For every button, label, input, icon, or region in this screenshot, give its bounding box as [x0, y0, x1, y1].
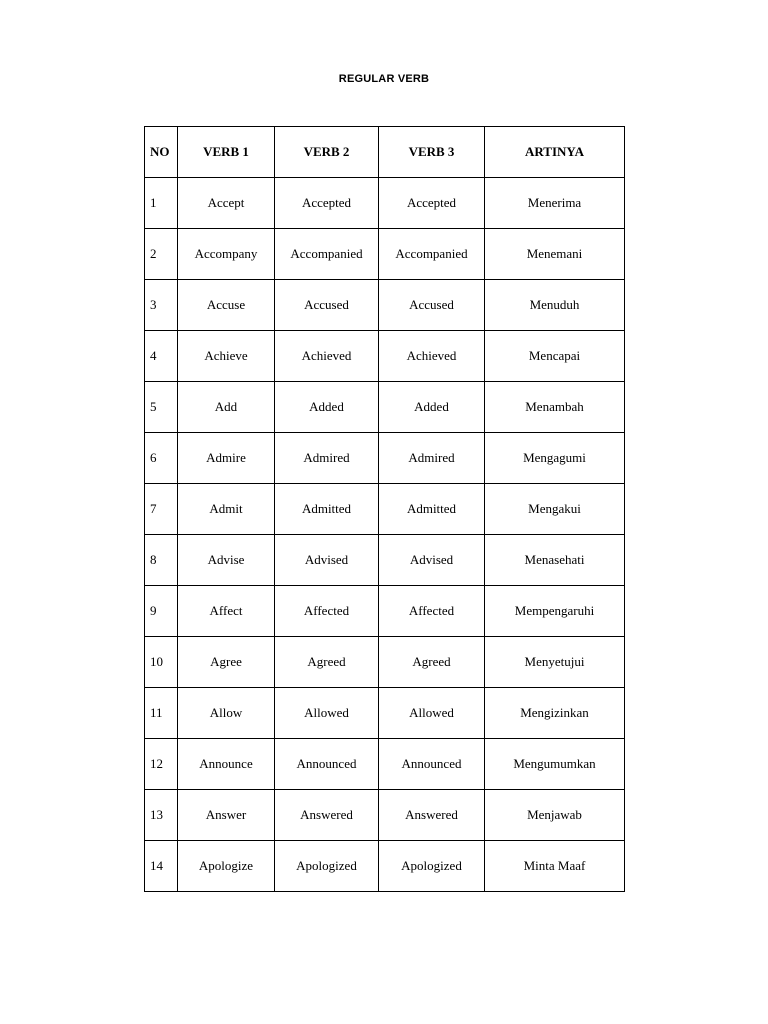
- cell-artinya: Mengumumkan: [485, 739, 625, 790]
- cell-no: 14: [145, 841, 178, 892]
- cell-artinya: Mengizinkan: [485, 688, 625, 739]
- cell-verb1: Agree: [178, 637, 275, 688]
- cell-artinya: Menambah: [485, 382, 625, 433]
- cell-verb2: Achieved: [275, 331, 379, 382]
- cell-no: 6: [145, 433, 178, 484]
- cell-verb2: Added: [275, 382, 379, 433]
- cell-artinya: Mengagumi: [485, 433, 625, 484]
- cell-verb3: Accepted: [379, 178, 485, 229]
- table-row: [145, 433, 625, 484]
- header-verb1: VERB 1: [178, 127, 275, 178]
- table-row: [145, 178, 625, 229]
- page-title: REGULAR VERB: [338, 73, 430, 85]
- cell-no: 9: [145, 586, 178, 637]
- cell-verb1: Apologize: [178, 841, 275, 892]
- cell-verb1: Accept: [178, 178, 275, 229]
- cell-verb3: Accompanied: [379, 229, 485, 280]
- cell-no: 7: [145, 484, 178, 535]
- cell-no: 2: [145, 229, 178, 280]
- cell-verb2: Accepted: [275, 178, 379, 229]
- cell-verb2: Accompanied: [275, 229, 379, 280]
- table-row: [145, 790, 625, 841]
- cell-artinya: Menuduh: [485, 280, 625, 331]
- cell-verb1: Accuse: [178, 280, 275, 331]
- cell-no: 4: [145, 331, 178, 382]
- cell-verb1: Achieve: [178, 331, 275, 382]
- table-row: [145, 637, 625, 688]
- header-verb2: VERB 2: [275, 127, 379, 178]
- header-no: NO: [145, 127, 178, 178]
- cell-verb2: Affected: [275, 586, 379, 637]
- cell-no: 8: [145, 535, 178, 586]
- cell-artinya: Mempengaruhi: [485, 586, 625, 637]
- cell-verb1: Admire: [178, 433, 275, 484]
- cell-no: 13: [145, 790, 178, 841]
- table-row: [145, 586, 625, 637]
- cell-verb3: Allowed: [379, 688, 485, 739]
- cell-verb3: Added: [379, 382, 485, 433]
- cell-no: 3: [145, 280, 178, 331]
- cell-no: 1: [145, 178, 178, 229]
- cell-verb1: Answer: [178, 790, 275, 841]
- table-header-row: [145, 127, 625, 178]
- verb-table: [144, 126, 625, 892]
- cell-no: 10: [145, 637, 178, 688]
- cell-verb3: Agreed: [379, 637, 485, 688]
- cell-verb3: Admired: [379, 433, 485, 484]
- cell-verb2: Admitted: [275, 484, 379, 535]
- cell-verb3: Apologized: [379, 841, 485, 892]
- cell-verb3: Achieved: [379, 331, 485, 382]
- cell-verb2: Announced: [275, 739, 379, 790]
- header-artinya: ARTINYA: [485, 127, 625, 178]
- cell-verb1: Announce: [178, 739, 275, 790]
- cell-verb2: Agreed: [275, 637, 379, 688]
- cell-verb2: Admired: [275, 433, 379, 484]
- cell-verb3: Advised: [379, 535, 485, 586]
- cell-verb3: Accused: [379, 280, 485, 331]
- table-row: [145, 331, 625, 382]
- cell-verb1: Allow: [178, 688, 275, 739]
- cell-verb3: Answered: [379, 790, 485, 841]
- cell-artinya: Menasehati: [485, 535, 625, 586]
- cell-verb2: Answered: [275, 790, 379, 841]
- table-row: [145, 382, 625, 433]
- table-row: [145, 280, 625, 331]
- cell-no: 11: [145, 688, 178, 739]
- cell-verb3: Announced: [379, 739, 485, 790]
- table-row: [145, 841, 625, 892]
- cell-artinya: Mencapai: [485, 331, 625, 382]
- cell-verb2: Apologized: [275, 841, 379, 892]
- cell-verb2: Accused: [275, 280, 379, 331]
- cell-verb3: Affected: [379, 586, 485, 637]
- cell-artinya: Minta Maaf: [485, 841, 625, 892]
- cell-verb2: Advised: [275, 535, 379, 586]
- table-row: [145, 739, 625, 790]
- table-row: [145, 229, 625, 280]
- header-verb3: VERB 3: [379, 127, 485, 178]
- table-row: [145, 484, 625, 535]
- cell-artinya: Menjawab: [485, 790, 625, 841]
- table-row: [145, 535, 625, 586]
- cell-verb1: Add: [178, 382, 275, 433]
- cell-artinya: Menerima: [485, 178, 625, 229]
- cell-no: 5: [145, 382, 178, 433]
- cell-verb1: Accompany: [178, 229, 275, 280]
- cell-artinya: Mengakui: [485, 484, 625, 535]
- cell-verb3: Admitted: [379, 484, 485, 535]
- cell-verb2: Allowed: [275, 688, 379, 739]
- cell-verb1: Advise: [178, 535, 275, 586]
- cell-no: 12: [145, 739, 178, 790]
- table-row: [145, 688, 625, 739]
- cell-artinya: Menyetujui: [485, 637, 625, 688]
- cell-artinya: Menemani: [485, 229, 625, 280]
- cell-verb1: Affect: [178, 586, 275, 637]
- cell-verb1: Admit: [178, 484, 275, 535]
